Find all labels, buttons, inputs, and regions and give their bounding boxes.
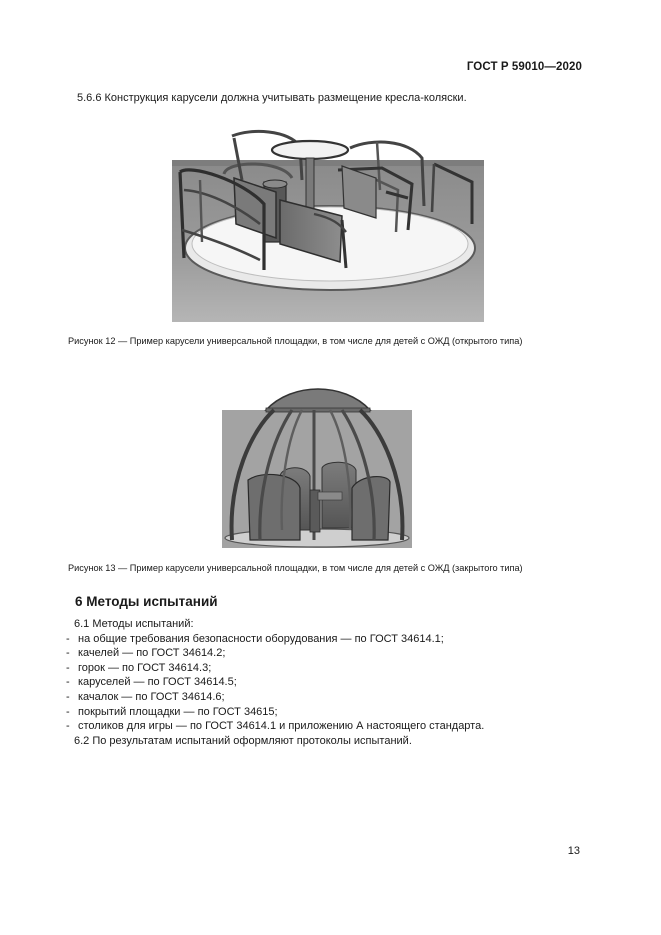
list-item [66, 705, 484, 720]
list-bullet: - [66, 676, 70, 689]
list-item-text: каруселей — по ГОСТ 34614.5; [78, 676, 237, 689]
paragraph-5-6-6: 5.6.6 Конструкция карусели должна учитывать размещение кресла-коляски. [77, 92, 467, 104]
list-bullet: - [66, 720, 70, 733]
figure-13-caption: Рисунок 13 — Пример карусели универсальной площадки, в том числе для детей с ОЖД (закрытого типа) [68, 563, 523, 573]
list-bullet: - [66, 690, 70, 703]
figure-12-caption: Рисунок 12 — Пример карусели универсальной площадки, в том числе для детей с ОЖД (открытого типа) [68, 336, 523, 346]
list-item-text: качелей — по ГОСТ 34614.2; [78, 647, 226, 660]
list-item [66, 690, 484, 705]
section-6-heading: 6 Методы испытаний [75, 594, 218, 609]
list-item [66, 719, 484, 734]
list-item-text: покрытий площадки — по ГОСТ 34615; [78, 705, 278, 718]
list-item-text: горок — по ГОСТ 34614.3; [78, 661, 212, 674]
list-item-text: столиков для игры — по ГОСТ 34614.1 и приложению А настоящего стандарта. [78, 720, 485, 733]
list-item [66, 646, 484, 661]
document-header: ГОСТ Р 59010—2020 [466, 61, 582, 73]
figure-12-open-carousel-image [172, 120, 484, 322]
list-bullet: - [66, 705, 70, 718]
list-item [66, 661, 484, 676]
section-6-body [66, 617, 484, 748]
section-6-2-outro: 6.2 По результатам испытаний оформляют протоколы испытаний. [74, 734, 412, 747]
list-item-text: качалок — по ГОСТ 34614.6; [78, 690, 225, 703]
list-item [66, 632, 484, 647]
section-6-1-intro: 6.1 Методы испытаний: [74, 618, 194, 630]
list-item-text: на общие требования безопасности оборудования — по ГОСТ 34614.1; [78, 632, 444, 645]
list-bullet: - [66, 647, 70, 660]
page-number: 13 [567, 845, 580, 857]
list-bullet: - [66, 632, 70, 645]
list-item [66, 675, 484, 690]
list-bullet: - [66, 661, 70, 674]
figure-13-closed-carousel-image [222, 380, 412, 548]
